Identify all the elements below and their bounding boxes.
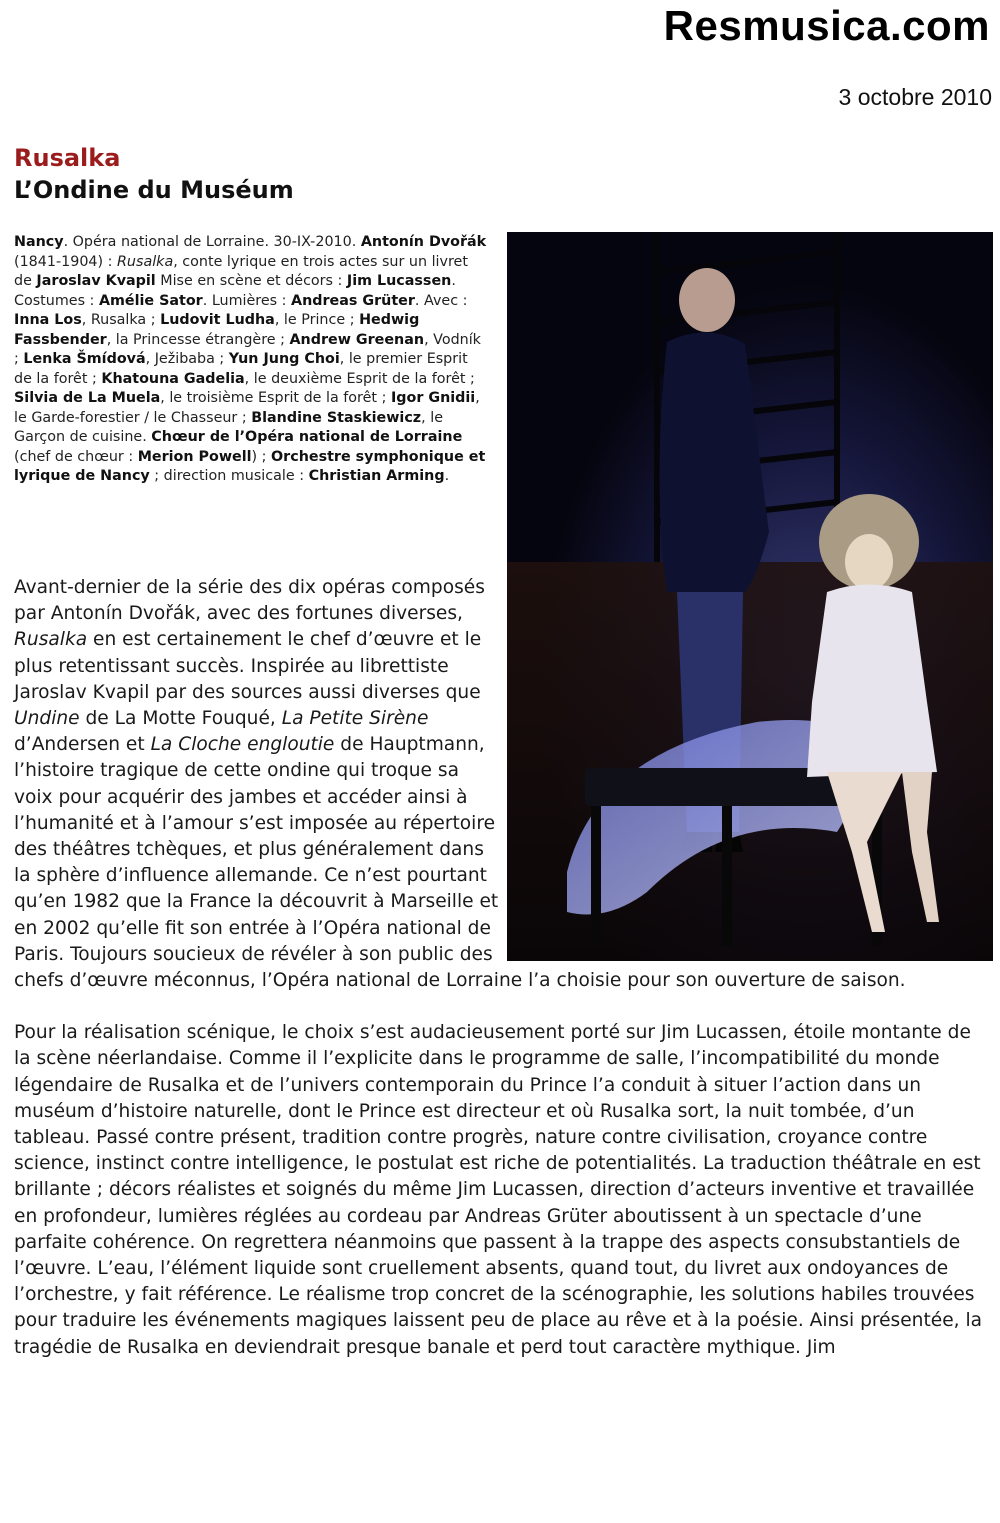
credits-run: , le troisième Esprit de la forêt ; (160, 390, 391, 406)
credits-run: , la Princesse étrangère ; (106, 331, 290, 348)
article-subtitle: L’Ondine du Muséum (14, 176, 294, 204)
paragraph-1-italic-run: La Petite Sirène (281, 708, 429, 730)
credits-run: , le Prince ; (274, 312, 360, 328)
article-title: Rusalka (14, 144, 121, 172)
credits-italic-run: Rusalka (117, 253, 174, 270)
credits-run: , conte lyrique en trois actes sur un livret de (14, 253, 468, 289)
paragraph-1-run: de La Motte Fouqué, (79, 708, 282, 730)
credits-run: (chef de chœur : (14, 448, 138, 465)
credits-bold-run: Amélie Sator (98, 292, 203, 309)
paragraph-1-italic-run: La Cloche engloutie (150, 734, 335, 756)
site-name: Resmusica.com (663, 2, 990, 49)
paragraph-1-italic-run: Undine (14, 708, 80, 730)
credits-run: . (444, 468, 450, 484)
publication-date: 3 octobre 2010 (838, 84, 992, 110)
paragraph-1-run: en est certainement le chef d’œuvre et le plus retentissant succès. Inspirée au librettiste Jaroslav Kvapil par des sources aussi diverses que (14, 629, 482, 703)
credits-bold-run: Yun Jung Choi (228, 351, 340, 367)
credits-bold-run: Christian Arming (308, 468, 445, 484)
credits-run: ) ; (251, 448, 272, 465)
credits-bold-run: Andrew Greenan (289, 331, 425, 348)
paragraph-1-run: de Hauptmann, l’histoire tragique de cette ondine qui troque sa voix pour acquérir des jambes et accéder ainsi à l’humanité et à l’amour s’est imposée au répertoire des théâtres tchèques, et plus généralement dans la sphère d’influence allemande. Ce n’est pourtant qu’en 1982 que la France la découvrit à Marseille et en 2002 qu’elle fit son entrée à l’Opéra national de Paris. Toujours soucieux de révéler à son public des chefs d’œuvre méconnus, l’Opéra national de Lorraine l’a choisie pour son ouverture de saison. (14, 734, 906, 992)
credits-bold-run: Inna Los (14, 312, 82, 328)
image-float-space (500, 575, 992, 961)
paragraph-2: Pour la réalisation scénique, le choix s’est audacieusement porté sur Jim Lucassen, étoile montante de la scène néerlandaise. Comme il l’explicite dans le programme de salle, l’incompatibilité du monde légendaire de Rusalka et de l’univers contemporain du Prince l’a conduit à situer l’action dans un muséum d’histoire naturelle, dont le Prince est directeur et où Rusalka sort, la nuit tombée, d’un tableau. Passé contre présent, tradition contre progrès, nature contre civilisation, croyance contre science, instinct contre intelligence, le postulat est riche de potentialités. La traduction théâtrale en est brillante ; décors réalistes et soignés du même Jim Lucassen, direction d’acteurs inventive et travaillée en profondeur, lumières réglées au cordeau par Andreas Grüter aboutissent à un spectacle d’une parfaite cohérence. On regrettera néanmoins que passent à la trappe des aspects consubstantiels de l’œuvre. L’eau, l’élément liquide sont cruellement absents, quand tout, du livret aux ondoyances de l’orchestre, y fait référence. Le réalisme trop concret de la scénographie, les solutions habiles trouvées pour traduire les événements magiques laissent peu de place au rêve et à la poésie. Ainsi présentée, la tragédie de Rusalka en deviendrait presque banale et perd tout caractère mythique. Jim (14, 1022, 983, 1358)
credits-run: . Avec : (414, 292, 468, 309)
credits-bold-run: Orchestre symphonique et lyrique de Nancy (14, 448, 486, 484)
credits-run: Mise en scène et décors : (155, 273, 347, 289)
credits-bold-run: Igor Gnidii (390, 390, 476, 406)
paragraph-1-run: d’Andersen et (14, 734, 151, 756)
credits-bold-run: Khatouna Gadelia (101, 370, 245, 387)
credits-run: . Opéra national de Lorraine. 30-IX-2010. (63, 234, 361, 250)
credits-bold-run: Silvia de La Muela (14, 390, 161, 406)
credits-bold-run: Ludovit Ludha (160, 312, 275, 328)
credits-run: , le Garçon de cuisine. (14, 409, 443, 445)
credits-run: , Rusalka ; (81, 312, 161, 328)
credits-bold-run: Merion Powell (137, 448, 252, 465)
credits-bold-run: Chœur de l’Opéra national de Lorraine (151, 429, 463, 445)
credits-bold-run: Blandine Staskiewicz (251, 409, 422, 426)
credits-bold-run: Jim Lucassen (346, 273, 452, 289)
credits-bold-run: Hedwig Fassbender (14, 312, 420, 348)
credits-run: . Lumières : (202, 292, 292, 309)
credits-run: ; direction musicale : (149, 468, 309, 484)
production-credits (14, 233, 490, 487)
credits-run: , Ježibaba ; (145, 351, 229, 367)
credits-bold-run: Nancy (14, 234, 64, 250)
credits-run: , le premier Esprit de la forêt ; (14, 351, 468, 387)
credits-run: , le Garde-forestier / le Chasseur ; (14, 390, 480, 426)
credits-bold-run: Lenka Šmídová (23, 351, 146, 367)
paragraph-1-run: Avant-dernier de la série des dix opéras composés par Antonín Dvořák, avec des fortunes diverses, (14, 577, 485, 625)
article-body (14, 575, 992, 1361)
paragraph-1-italic-run: Rusalka (14, 629, 88, 651)
credits-run: , le deuxième Esprit de la forêt ; (244, 370, 475, 387)
credits-bold-run: Antonín Dvořák (360, 234, 487, 250)
credits-run: , Vodník ; (14, 331, 481, 367)
credits-run: (1841-1904) : (14, 253, 117, 270)
credits-bold-run: Andreas Grüter (291, 292, 415, 309)
credits-run: . Costumes : (14, 273, 456, 309)
credits-bold-run: Jaroslav Kvapil (36, 273, 156, 289)
